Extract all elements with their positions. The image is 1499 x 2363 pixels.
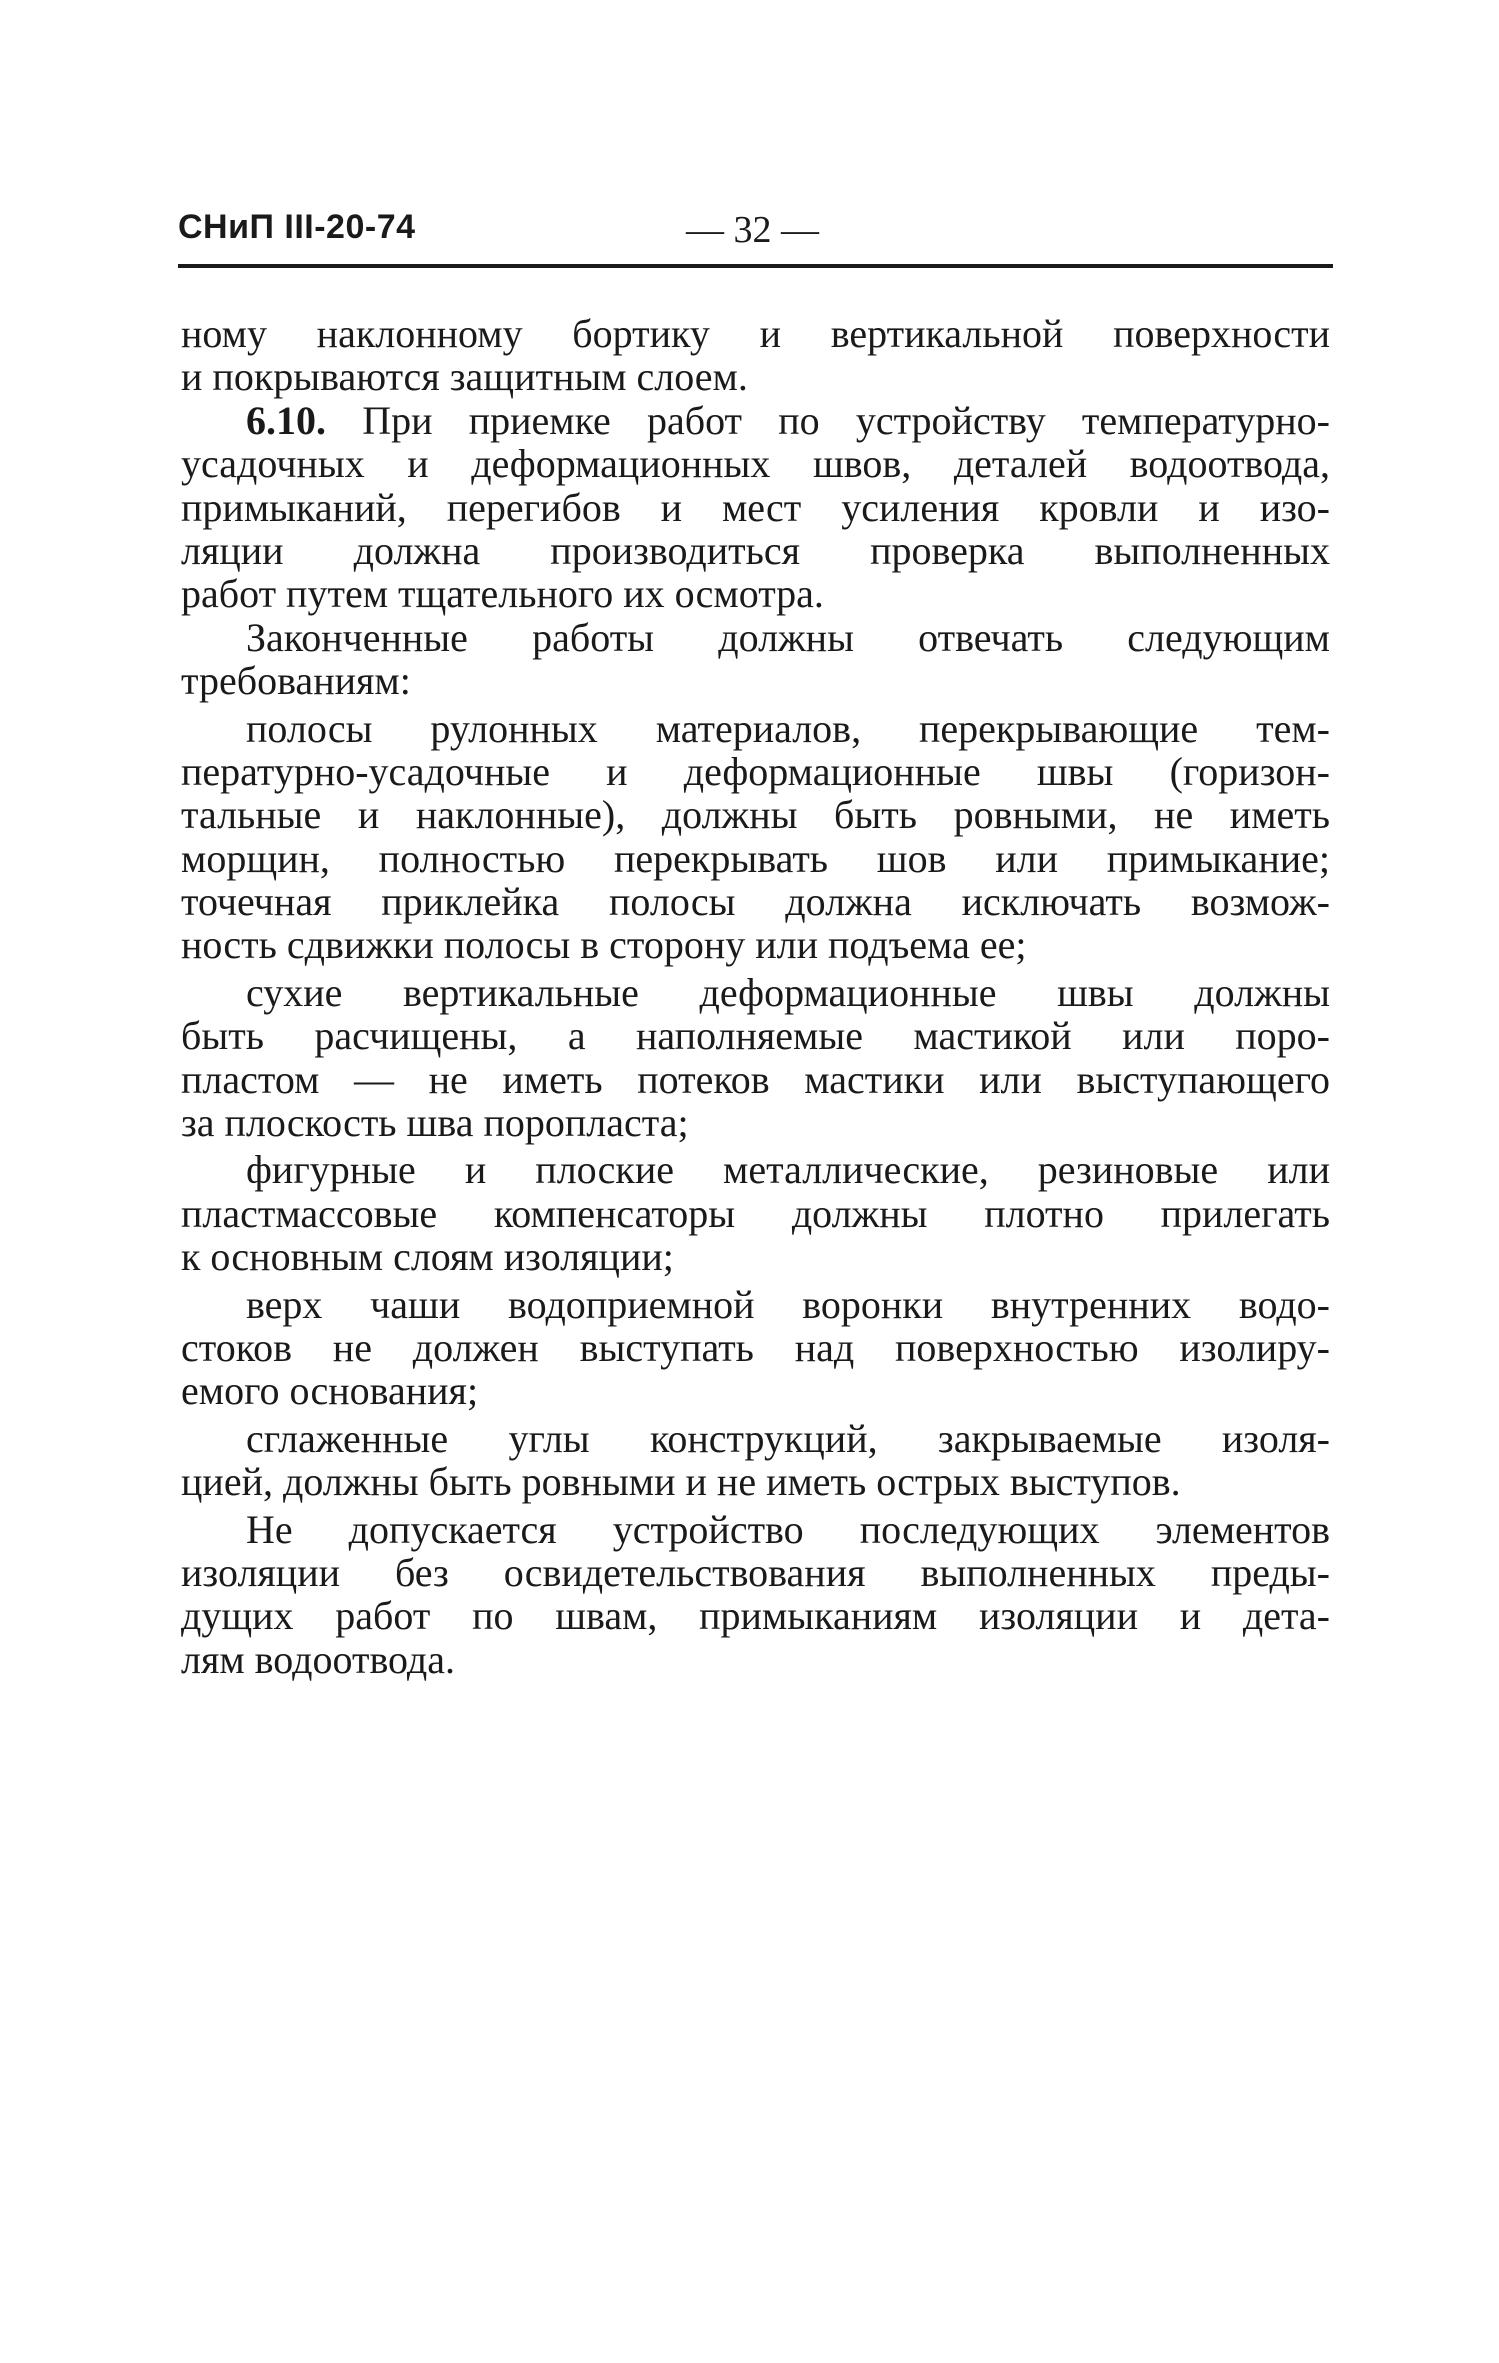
text-line: цией, должны быть ровными и не иметь острых выступов. <box>181 1459 1181 1505</box>
text-line: за плоскость шва поропласта; <box>181 1100 689 1146</box>
body-text <box>181 312 1330 1681</box>
text-line: верх чаши водоприемной воронки внутренних водо- <box>246 1281 1330 1327</box>
text-fragment: При приемке работ по устройству температурно- <box>362 397 1330 443</box>
text-line: стоков не должен выступать над поверхностью изолиру- <box>181 1324 1330 1370</box>
document-code: СНиП III-20-74 <box>178 208 416 246</box>
text-line: и покрываются защитным слоем. <box>181 354 748 400</box>
text-line: Законченные работы должны отвечать следующим <box>246 614 1330 660</box>
text-line: тальные и наклонные), должны быть ровными, не иметь <box>181 792 1330 838</box>
text-line: сухие вертикальные деформационные швы должны <box>246 969 1330 1015</box>
text-line: фигурные и плоские металлические, резиновые или <box>246 1147 1330 1193</box>
text-line: точечная приклейка полосы должна исключать возмож- <box>181 879 1330 925</box>
text-line: лям водоотвода. <box>181 1636 456 1682</box>
text-line: пературно-усадочные и деформационные швы (горизон- <box>181 748 1330 794</box>
text-line: морщин, полностью перекрывать шов или примыкание; <box>181 835 1330 881</box>
page-number: — 32 — <box>686 209 819 251</box>
clause-6-10-heading-line <box>181 399 1330 442</box>
text-line: Не допускается устройство последующих элементов <box>246 1506 1330 1552</box>
clause-number: 6.10. <box>246 397 326 443</box>
text-line: емого основания; <box>181 1368 479 1414</box>
text-line: примыканий, перегибов и мест усиления кровли и изо- <box>181 484 1330 530</box>
text-line: к основным слоям изоляции; <box>181 1234 674 1280</box>
text-line: требованиям: <box>181 658 411 704</box>
text-line: ляции должна производиться проверка выполненных <box>181 527 1330 573</box>
text-line: изоляции без освидетельствования выполненных преды- <box>181 1549 1330 1595</box>
header-rule <box>178 264 1333 268</box>
page-header <box>178 208 1333 258</box>
text-line: полосы рулонных материалов, перекрывающие тем- <box>246 705 1330 751</box>
text-line: пластом — не иметь потеков мастики или выступающего <box>181 1056 1330 1102</box>
text-line: работ путем тщательного их осмотра. <box>181 571 824 617</box>
text-line: сглаженные углы конструкций, закрываемые изоля- <box>246 1415 1330 1461</box>
text-line: дущих работ по швам, примыканиям изоляции и дета- <box>181 1593 1330 1639</box>
text-line: ность сдвижки полосы в сторону или подъема ее; <box>181 922 1027 968</box>
text-line: ному наклонному бортику и вертикальной поверхности <box>181 311 1330 356</box>
text-line: пластмассовые компенсаторы должны плотно прилегать <box>181 1190 1330 1236</box>
text-line: усадочных и деформационных швов, деталей водоотвода, <box>181 441 1330 487</box>
text-line: быть расчищены, а наполняемые мастикой или поро- <box>181 1013 1330 1059</box>
